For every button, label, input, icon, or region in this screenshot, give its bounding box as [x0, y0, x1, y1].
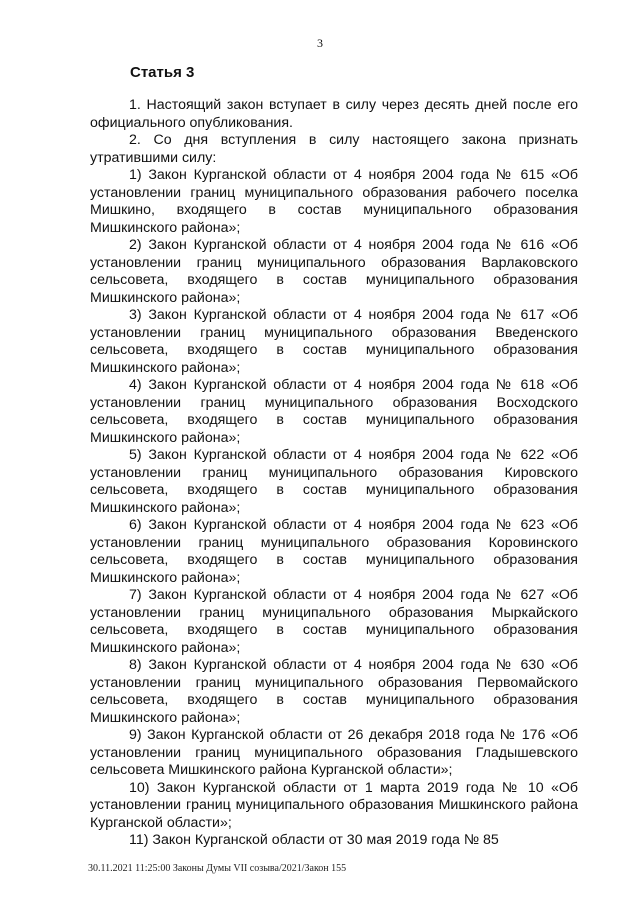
repealed-law-item: 4) Закон Курганской области от 4 ноября 2004 года № 618 «Об установлении границ муниципального образования Восходского сельсовета, входящего в состав муниципального образования Мишкинского района»;: [90, 377, 578, 446]
repealed-law-item: 5) Закон Курганской области от 4 ноября 2004 года № 622 «Об установлении границ муниципального образования Кировского сельсовета, входящего в состав муниципального образования Мишкинского района»;: [90, 447, 578, 516]
page-number: 3: [317, 36, 323, 50]
repealed-law-item: 3) Закон Курганской области от 4 ноября 2004 года № 617 «Об установлении границ муниципального образования Введенского сельсовета, входящего в состав муниципального образования Мишкинского района»;: [90, 307, 578, 376]
repealed-law-item: 10) Закон Курганской области от 1 марта 2019 года № 10 «Об установлении границ муниципального образования Мишкинского района Курганской области»;: [90, 779, 578, 831]
repealed-law-item: 9) Закон Курганской области от 26 декабря 2018 года № 176 «Об установлении границ муниципального образования Гладышевского сельсовета Мишкинского района Курганской области»;: [90, 727, 578, 778]
paragraph-repeal-intro: 2. Со дня вступления в силу настоящего закона признать утратившими силу:: [90, 132, 578, 166]
repealed-law-item: 8) Закон Курганской области от 4 ноября 2004 года № 630 «Об установлении границ муниципального образования Первомайского сельсовета, входящего в состав муниципального образования Мишкинского района»;: [90, 657, 578, 726]
repealed-law-item: 11) Закон Курганской области от 30 мая 2019 года № 85: [129, 832, 499, 848]
repealed-law-item: 2) Закон Курганской области от 4 ноября 2004 года № 616 «Об установлении границ муниципального образования Варлаковского сельсовета, входящего в состав муниципального образования Мишкинского района»;: [90, 237, 578, 306]
article-body: [90, 97, 578, 850]
repealed-law-item: 1) Закон Курганской области от 4 ноября 2004 года № 615 «Об установлении границ муниципального образования рабочего поселка Мишкино, входящего в состав муниципального образования Мишкинского района»;: [90, 167, 578, 236]
repealed-law-item: 7) Закон Курганской области от 4 ноября 2004 года № 627 «Об установлении границ муниципального образования Мыркайского сельсовета, входящего в состав муниципального образования Мишкинского района»;: [90, 587, 578, 656]
paragraph-effective-date: 1. Настоящий закон вступает в силу через десять дней после его официального опубликования.: [90, 97, 578, 131]
document-footer: 30.11.2021 11:25:00 Законы Думы VII созыва/2021/Закон 155: [88, 863, 347, 874]
repealed-law-item: 6) Закон Курганской области от 4 ноября 2004 года № 623 «Об установлении границ муниципального образования Коровинского сельсовета, входящего в состав муниципального образования Мишкинского района»;: [90, 517, 578, 586]
article-heading: Статья 3: [130, 64, 195, 81]
